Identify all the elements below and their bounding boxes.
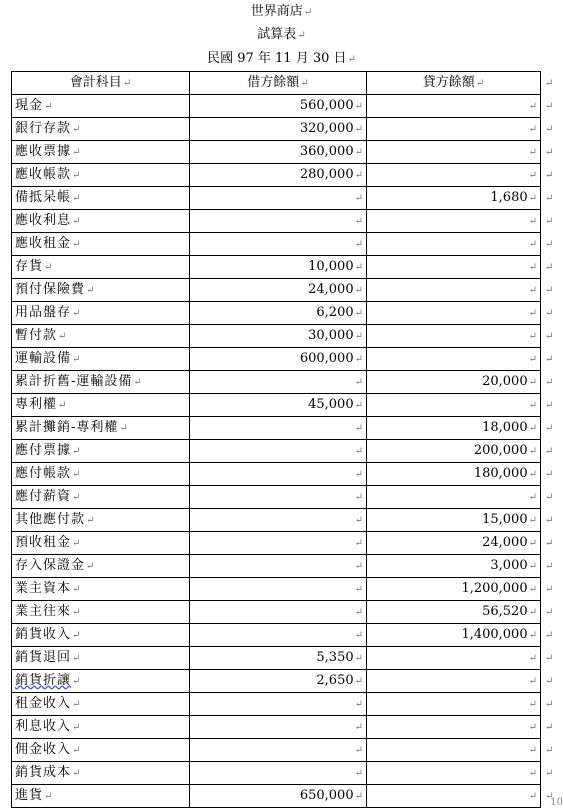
paragraph-mark-icon: ↵ — [354, 767, 363, 779]
paragraph-mark-icon: ↵ — [354, 353, 363, 365]
paragraph-mark-icon: ↵ — [545, 123, 554, 135]
paragraph-mark-icon: ↵ — [354, 537, 363, 549]
paragraph-mark-icon: ↵ — [72, 468, 82, 480]
row-end-mark — [541, 394, 557, 417]
account-name-cell: 銷貨退回↵ — [12, 647, 190, 670]
paragraph-mark-icon: ↵ — [354, 422, 363, 434]
paragraph-mark-icon: ↵ — [545, 767, 554, 779]
column-header-credit: 貸方餘額↵ — [367, 72, 541, 95]
paragraph-mark-icon: ↵ — [545, 146, 554, 158]
credit-balance-cell — [367, 279, 541, 302]
row-end-mark — [541, 348, 557, 371]
account-name-cell: 累計折舊-運輸設備↵ — [12, 371, 190, 394]
table-row — [12, 95, 557, 118]
table-row — [12, 739, 557, 762]
account-name-cell: 暫付款↵ — [12, 325, 190, 348]
paragraph-mark-icon: ↵ — [354, 307, 363, 319]
paragraph-mark-icon: ↵ — [528, 261, 537, 273]
row-end-mark — [541, 486, 557, 509]
row-end-mark — [541, 417, 557, 440]
paragraph-mark-icon: ↵ — [545, 445, 554, 457]
document-title: 試算表↵ — [257, 27, 306, 42]
credit-balance-cell — [367, 348, 541, 371]
account-name-cell: 應付票據↵ — [12, 440, 190, 463]
credit-balance-cell — [367, 647, 541, 670]
paragraph-mark-icon: ↵ — [545, 744, 554, 756]
paragraph-mark-icon: ↵ — [528, 284, 537, 296]
account-name-cell: 應收帳款↵ — [12, 164, 190, 187]
account-name-cell: 其他應付款↵ — [12, 509, 190, 532]
paragraph-mark-icon: ↵ — [72, 445, 82, 457]
account-name-cell: 業主往來↵ — [12, 601, 190, 624]
table-row — [12, 210, 557, 233]
paragraph-mark-icon: ↵ — [545, 698, 554, 710]
row-end-mark — [541, 95, 557, 118]
account-name-cell: 應付薪資↵ — [12, 486, 190, 509]
account-name-cell: 佣金收入↵ — [12, 739, 190, 762]
debit-balance-cell — [190, 762, 367, 785]
credit-balance-cell — [367, 210, 541, 233]
paragraph-mark-icon: ↵ — [86, 514, 96, 526]
account-name-cell: 租金收入↵ — [12, 693, 190, 716]
debit-balance-cell — [190, 624, 367, 647]
paragraph-mark-icon: ↵ — [545, 675, 554, 687]
debit-balance-cell — [190, 233, 367, 256]
paragraph-mark-icon: ↵ — [528, 238, 537, 250]
paragraph-mark-icon: ↵ — [528, 560, 537, 572]
paragraph-mark-icon: ↵ — [354, 284, 363, 296]
paragraph-mark-icon: ↵ — [354, 698, 363, 710]
table-row — [12, 486, 557, 509]
paragraph-mark-icon: ↵ — [86, 560, 96, 572]
debit-balance-cell: 360,000↵ — [190, 141, 367, 164]
table-row — [12, 164, 557, 187]
account-name-cell: 預付保險費↵ — [12, 279, 190, 302]
paragraph-mark-icon: ↵ — [86, 284, 96, 296]
paragraph-mark-icon: ↵ — [528, 307, 537, 319]
paragraph-mark-icon: ↵ — [545, 537, 554, 549]
paragraph-mark-icon: ↵ — [300, 77, 309, 89]
credit-balance-cell: 1,200,000↵ — [367, 578, 541, 601]
table-row — [12, 256, 557, 279]
paragraph-mark-icon: ↵ — [545, 583, 554, 595]
table-row — [12, 463, 557, 486]
table-row — [12, 509, 557, 532]
paragraph-mark-icon: ↵ — [354, 123, 363, 135]
account-name-cell: 銷貨折讓↵ — [12, 670, 190, 693]
credit-balance-cell — [367, 233, 541, 256]
paragraph-mark-icon: ↵ — [354, 675, 363, 687]
paragraph-mark-icon: ↵ — [354, 261, 363, 273]
debit-balance-cell — [190, 693, 367, 716]
paragraph-mark-icon: ↵ — [545, 307, 554, 319]
account-name-cell: 存入保證金↵ — [12, 555, 190, 578]
account-name-cell: 運輸設備↵ — [12, 348, 190, 371]
paragraph-mark-icon: ↵ — [72, 146, 82, 158]
paragraph-mark-icon: ↵ — [72, 652, 82, 664]
row-end-mark — [541, 693, 557, 716]
row-end-mark — [541, 601, 557, 624]
debit-balance-cell — [190, 601, 367, 624]
credit-balance-cell — [367, 716, 541, 739]
debit-balance-cell: 10,000↵ — [190, 256, 367, 279]
paragraph-mark-icon: ↵ — [528, 192, 537, 204]
paragraph-mark-icon: ↵ — [545, 353, 554, 365]
paragraph-mark-icon: ↵ — [354, 514, 363, 526]
paragraph-mark-icon: ↵ — [545, 192, 554, 204]
table-row — [12, 716, 557, 739]
paragraph-mark-icon: ↵ — [545, 284, 554, 296]
credit-balance-cell — [367, 141, 541, 164]
credit-balance-cell — [367, 164, 541, 187]
paragraph-mark-icon: ↵ — [58, 399, 68, 411]
paragraph-mark-icon: ↵ — [528, 767, 537, 779]
account-name-cell: 應收票據↵ — [12, 141, 190, 164]
account-name-cell: 累計攤銷-專利權↵ — [12, 417, 190, 440]
account-name-cell: 業主資本↵ — [12, 578, 190, 601]
row-end-mark — [541, 532, 557, 555]
debit-balance-cell — [190, 578, 367, 601]
credit-balance-cell — [367, 256, 541, 279]
credit-balance-cell: 200,000↵ — [367, 440, 541, 463]
paragraph-mark-icon: ↵ — [44, 100, 54, 112]
table-row — [12, 578, 557, 601]
account-name-cell: 備抵呆帳↵ — [12, 187, 190, 210]
trial-balance-table — [11, 71, 557, 808]
row-end-mark — [541, 302, 557, 325]
table-row — [12, 647, 557, 670]
table-row — [12, 624, 557, 647]
table-row — [12, 670, 557, 693]
credit-balance-cell — [367, 394, 541, 417]
paragraph-mark-icon: ↵ — [528, 790, 537, 802]
paragraph-mark-icon: ↵ — [545, 399, 554, 411]
credit-balance-cell: 24,000↵ — [367, 532, 541, 555]
paragraph-mark-icon: ↵ — [545, 514, 554, 526]
paragraph-mark-icon: ↵ — [72, 606, 82, 618]
paragraph-mark-icon: ↵ — [545, 790, 554, 802]
debit-balance-cell: 2,650↵ — [190, 670, 367, 693]
paragraph-mark-icon: ↵ — [528, 353, 537, 365]
account-name-cell: 應收租金↵ — [12, 233, 190, 256]
row-end-mark — [541, 624, 557, 647]
paragraph-mark-icon: ↵ — [354, 790, 363, 802]
paragraph-mark-icon: ↵ — [72, 537, 82, 549]
row-end-mark — [541, 256, 557, 279]
paragraph-mark-icon: ↵ — [528, 100, 537, 112]
table-row — [12, 141, 557, 164]
paragraph-mark-icon: ↵ — [528, 215, 537, 227]
debit-balance-cell: 45,000↵ — [190, 394, 367, 417]
paragraph-mark-icon: ↵ — [528, 606, 537, 618]
account-name-cell: 現金↵ — [12, 95, 190, 118]
paragraph-mark-icon: ↵ — [545, 261, 554, 273]
credit-balance-cell: 18,000↵ — [367, 417, 541, 440]
account-name-cell: 應付帳款↵ — [12, 463, 190, 486]
paragraph-mark-icon: ↵ — [354, 468, 363, 480]
paragraph-mark-icon: ↵ — [354, 652, 363, 664]
paragraph-mark-icon: ↵ — [545, 491, 554, 503]
debit-balance-cell — [190, 716, 367, 739]
paragraph-mark-icon: ↵ — [354, 100, 363, 112]
paragraph-mark-icon: ↵ — [122, 77, 132, 89]
paragraph-mark-icon: ↵ — [72, 353, 82, 365]
paragraph-mark-icon: ↵ — [545, 606, 554, 618]
paragraph-mark-icon: ↵ — [354, 238, 363, 250]
paragraph-mark-icon: ↵ — [545, 215, 554, 227]
paragraph-mark-icon: ↵ — [545, 652, 554, 664]
debit-balance-cell: 24,000↵ — [190, 279, 367, 302]
paragraph-mark-icon: ↵ — [303, 7, 313, 18]
paragraph-mark-icon: ↵ — [354, 169, 363, 181]
credit-balance-cell — [367, 325, 541, 348]
account-name-cell: 銀行存款↵ — [12, 118, 190, 141]
table-row — [12, 371, 557, 394]
paragraph-mark-icon: ↵ — [528, 721, 537, 733]
paragraph-mark-icon: ↵ — [347, 54, 356, 65]
page-number: 10 — [550, 797, 563, 808]
table-header-row — [12, 72, 557, 95]
row-end-mark — [541, 325, 557, 348]
credit-balance-cell — [367, 302, 541, 325]
paragraph-mark-icon: ↵ — [528, 422, 537, 434]
row-end-mark — [541, 371, 557, 394]
paragraph-mark-icon: ↵ — [545, 560, 554, 572]
paragraph-mark-icon: ↵ — [354, 445, 363, 457]
row-end-mark — [541, 555, 557, 578]
paragraph-mark-icon: ↵ — [354, 215, 363, 227]
row-end-mark — [541, 279, 557, 302]
table-row — [12, 532, 557, 555]
paragraph-mark-icon: ↵ — [545, 422, 554, 434]
paragraph-mark-icon: ↵ — [475, 77, 485, 89]
paragraph-mark-icon: ↵ — [72, 721, 82, 733]
table-row — [12, 762, 557, 785]
credit-balance-cell: 1,680↵ — [367, 187, 541, 210]
credit-balance-cell: 20,000↵ — [367, 371, 541, 394]
row-end-mark — [541, 716, 557, 739]
row-end-mark — [541, 670, 557, 693]
paragraph-mark-icon: ↵ — [528, 675, 537, 687]
table-row — [12, 348, 557, 371]
credit-balance-cell: 180,000↵ — [367, 463, 541, 486]
paragraph-mark-icon: ↵ — [354, 491, 363, 503]
paragraph-mark-icon: ↵ — [528, 491, 537, 503]
table-row — [12, 394, 557, 417]
credit-balance-cell — [367, 670, 541, 693]
credit-balance-cell: 15,000↵ — [367, 509, 541, 532]
account-name-cell: 存貨↵ — [12, 256, 190, 279]
row-end-mark — [541, 141, 557, 164]
paragraph-mark-icon: ↵ — [545, 77, 554, 89]
paragraph-mark-icon: ↵ — [528, 445, 537, 457]
credit-balance-cell — [367, 785, 541, 808]
paragraph-mark-icon: ↵ — [72, 767, 82, 779]
debit-balance-cell: 5,350↵ — [190, 647, 367, 670]
debit-balance-cell — [190, 463, 367, 486]
column-header-debit: 借方餘額↵ — [190, 72, 367, 95]
paragraph-mark-icon: ↵ — [354, 560, 363, 572]
paragraph-mark-icon: ↵ — [72, 169, 82, 181]
debit-balance-cell — [190, 555, 367, 578]
account-name-cell: 應收利息↵ — [12, 210, 190, 233]
account-name-cell: 預收租金↵ — [12, 532, 190, 555]
table-row — [12, 440, 557, 463]
table-row — [12, 279, 557, 302]
paragraph-mark-icon: ↵ — [545, 376, 554, 388]
table-row — [12, 555, 557, 578]
paragraph-mark-icon: ↵ — [545, 238, 554, 250]
credit-balance-cell: 3,000↵ — [367, 555, 541, 578]
paragraph-mark-icon: ↵ — [354, 721, 363, 733]
paragraph-mark-icon: ↵ — [528, 399, 537, 411]
table-row — [12, 417, 557, 440]
paragraph-mark-icon: ↵ — [354, 583, 363, 595]
paragraph-mark-icon: ↵ — [297, 30, 306, 41]
account-name-cell: 利息收入↵ — [12, 716, 190, 739]
paragraph-mark-icon: ↵ — [528, 146, 537, 158]
debit-balance-cell: 560,000↵ — [190, 95, 367, 118]
paragraph-mark-icon: ↵ — [354, 744, 363, 756]
credit-balance-cell: 1,400,000↵ — [367, 624, 541, 647]
table-row — [12, 187, 557, 210]
paragraph-mark-icon: ↵ — [528, 744, 537, 756]
paragraph-mark-icon: ↵ — [354, 399, 363, 411]
debit-balance-cell — [190, 486, 367, 509]
paragraph-mark-icon: ↵ — [72, 744, 82, 756]
row-end-mark — [541, 509, 557, 532]
account-name-cell: 用品盤存↵ — [12, 302, 190, 325]
credit-balance-cell — [367, 486, 541, 509]
paragraph-mark-icon: ↵ — [72, 192, 82, 204]
paragraph-mark-icon: ↵ — [545, 169, 554, 181]
paragraph-mark-icon: ↵ — [72, 123, 82, 135]
debit-balance-cell — [190, 532, 367, 555]
paragraph-mark-icon: ↵ — [354, 629, 363, 641]
debit-balance-cell — [190, 509, 367, 532]
statement-date: 民國 97 年 11 月 30 日↵ — [207, 51, 356, 66]
paragraph-mark-icon: ↵ — [119, 422, 129, 434]
debit-balance-cell — [190, 187, 367, 210]
row-end-mark — [541, 440, 557, 463]
debit-balance-cell — [190, 440, 367, 463]
paragraph-mark-icon: ↵ — [72, 491, 82, 503]
paragraph-mark-icon: ↵ — [354, 606, 363, 618]
paragraph-mark-icon: ↵ — [528, 652, 537, 664]
debit-balance-cell: 650,000↵ — [190, 785, 367, 808]
paragraph-mark-icon: ↵ — [58, 330, 68, 342]
table-row — [12, 118, 557, 141]
debit-balance-cell: 6,200↵ — [190, 302, 367, 325]
paragraph-mark-icon: ↵ — [528, 123, 537, 135]
credit-balance-cell — [367, 118, 541, 141]
account-name-cell: 進貨↵ — [12, 785, 190, 808]
paragraph-mark-icon: ↵ — [44, 261, 54, 273]
paragraph-mark-icon: ↵ — [72, 307, 82, 319]
row-end-mark — [541, 233, 557, 256]
debit-balance-cell: 30,000↵ — [190, 325, 367, 348]
paragraph-mark-icon: ↵ — [354, 376, 363, 388]
row-end-mark — [541, 739, 557, 762]
account-name-cell: 銷貨收入↵ — [12, 624, 190, 647]
column-header-account: 會計科目↵ — [12, 72, 190, 95]
paragraph-mark-icon: ↵ — [528, 468, 537, 480]
paragraph-mark-icon: ↵ — [72, 583, 82, 595]
debit-balance-cell — [190, 371, 367, 394]
debit-balance-cell — [190, 417, 367, 440]
row-end-mark — [541, 72, 557, 95]
credit-balance-cell — [367, 693, 541, 716]
debit-balance-cell — [190, 739, 367, 762]
paragraph-mark-icon: ↵ — [528, 330, 537, 342]
paragraph-mark-icon: ↵ — [44, 790, 54, 802]
table-row — [12, 325, 557, 348]
row-end-mark — [541, 187, 557, 210]
credit-balance-cell — [367, 762, 541, 785]
credit-balance-cell — [367, 739, 541, 762]
credit-balance-cell: 56,520↵ — [367, 601, 541, 624]
paragraph-mark-icon: ↵ — [545, 330, 554, 342]
table-row — [12, 693, 557, 716]
paragraph-mark-icon: ↵ — [528, 376, 537, 388]
paragraph-mark-icon: ↵ — [545, 721, 554, 733]
paragraph-mark-icon: ↵ — [354, 192, 363, 204]
row-end-mark — [541, 210, 557, 233]
table-row — [12, 233, 557, 256]
row-end-mark — [541, 118, 557, 141]
paragraph-mark-icon: ↵ — [528, 698, 537, 710]
debit-balance-cell — [190, 210, 367, 233]
row-end-mark — [541, 762, 557, 785]
paragraph-mark-icon: ↵ — [545, 468, 554, 480]
row-end-mark — [541, 164, 557, 187]
paragraph-mark-icon: ↵ — [528, 629, 537, 641]
row-end-mark — [541, 647, 557, 670]
paragraph-mark-icon: ↵ — [528, 514, 537, 526]
account-name-cell: 銷貨成本↵ — [12, 762, 190, 785]
paragraph-mark-icon: ↵ — [354, 146, 363, 158]
account-name-cell: 專利權↵ — [12, 394, 190, 417]
paragraph-mark-icon: ↵ — [72, 675, 82, 687]
company-name: 世界商店↵ — [250, 4, 313, 19]
table-row — [12, 302, 557, 325]
table-row — [12, 601, 557, 624]
debit-balance-cell: 280,000↵ — [190, 164, 367, 187]
paragraph-mark-icon: ↵ — [545, 100, 554, 112]
paragraph-mark-icon: ↵ — [354, 330, 363, 342]
row-end-mark — [541, 463, 557, 486]
debit-balance-cell: 320,000↵ — [190, 118, 367, 141]
paragraph-mark-icon: ↵ — [528, 169, 537, 181]
paragraph-mark-icon: ↵ — [72, 629, 82, 641]
debit-balance-cell: 600,000↵ — [190, 348, 367, 371]
paragraph-mark-icon: ↵ — [72, 238, 82, 250]
paragraph-mark-icon: ↵ — [528, 583, 537, 595]
paragraph-mark-icon: ↵ — [72, 215, 82, 227]
table-row — [12, 785, 557, 808]
credit-balance-cell — [367, 95, 541, 118]
row-end-mark — [541, 578, 557, 601]
paragraph-mark-icon: ↵ — [133, 376, 143, 388]
paragraph-mark-icon: ↵ — [528, 537, 537, 549]
paragraph-mark-icon: ↵ — [72, 698, 82, 710]
paragraph-mark-icon: ↵ — [545, 629, 554, 641]
